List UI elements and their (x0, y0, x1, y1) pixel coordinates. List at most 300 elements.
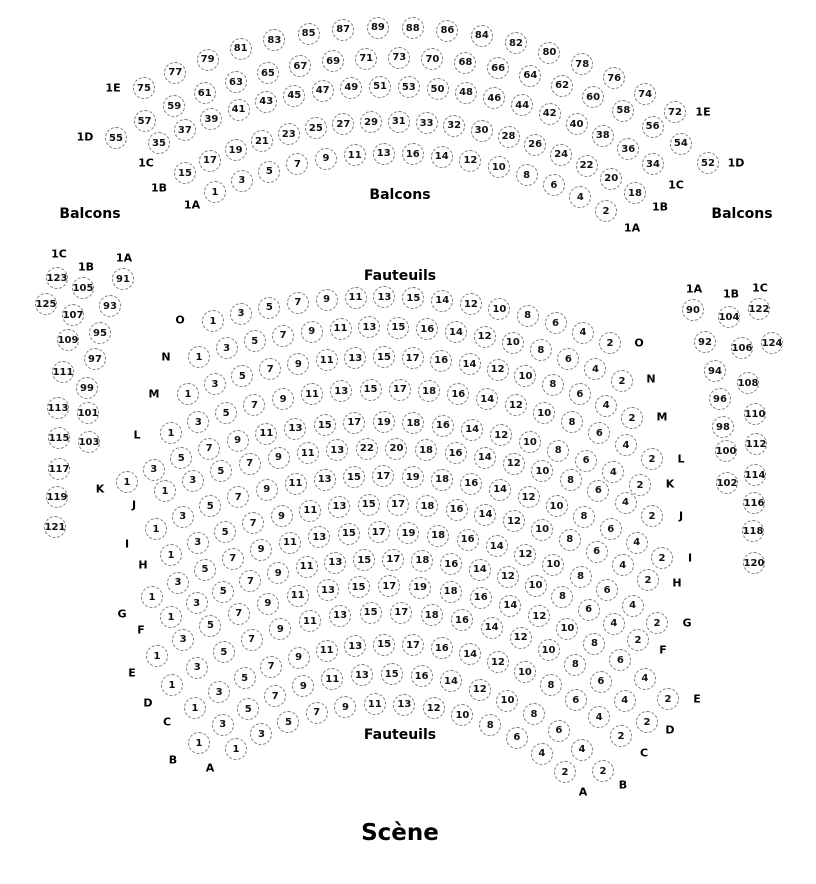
seat-fauteuils-J-5[interactable]: 5 (210, 460, 232, 482)
seat-fauteuils-C-16[interactable]: 16 (431, 637, 453, 659)
seat-fauteuils-G-13[interactable]: 13 (308, 526, 330, 548)
seat-fauteuils-B-1[interactable]: 1 (188, 732, 210, 754)
seat-balcons-left-1A-95[interactable]: 95 (89, 322, 111, 344)
seat-fauteuils-K-12[interactable]: 12 (490, 424, 512, 446)
seat-fauteuils-O-15[interactable]: 15 (402, 287, 424, 309)
seat-fauteuils-F-9[interactable]: 9 (267, 562, 289, 584)
seat-fauteuils-D-4[interactable]: 4 (614, 690, 636, 712)
seat-balcons-1D-67[interactable]: 67 (289, 55, 311, 77)
seat-fauteuils-M-16[interactable]: 16 (430, 350, 452, 372)
seat-fauteuils-L-11[interactable]: 11 (301, 383, 323, 405)
seat-fauteuils-F-13[interactable]: 13 (324, 552, 346, 574)
seat-fauteuils-H-9[interactable]: 9 (271, 505, 293, 527)
seat-balcons-1C-49[interactable]: 49 (340, 77, 362, 99)
seat-balcons-1E-77[interactable]: 77 (164, 62, 186, 84)
seat-balcons-1D-52[interactable]: 52 (697, 152, 719, 174)
seat-balcons-1B-27[interactable]: 27 (332, 113, 354, 135)
seat-fauteuils-B-2[interactable]: 2 (592, 760, 614, 782)
seat-balcons-left-1B-119[interactable]: 119 (46, 486, 68, 508)
seat-fauteuils-K-17[interactable]: 17 (343, 412, 365, 434)
seat-balcons-1A-7[interactable]: 7 (286, 153, 308, 175)
seat-fauteuils-B-10[interactable]: 10 (496, 690, 518, 712)
seat-fauteuils-I-8[interactable]: 8 (573, 506, 595, 528)
seat-balcons-1E-89[interactable]: 89 (367, 17, 389, 39)
seat-fauteuils-E-10[interactable]: 10 (556, 618, 578, 640)
seat-balcons-1E-74[interactable]: 74 (634, 83, 656, 105)
seat-balcons-right-1A-96[interactable]: 96 (709, 388, 731, 410)
seat-fauteuils-E-17[interactable]: 17 (378, 575, 400, 597)
seat-fauteuils-D-16[interactable]: 16 (451, 609, 473, 631)
seat-fauteuils-K-1[interactable]: 1 (116, 471, 138, 493)
seat-fauteuils-M-12[interactable]: 12 (487, 359, 509, 381)
seat-balcons-1C-53[interactable]: 53 (398, 76, 420, 98)
seat-balcons-1A-1[interactable]: 1 (204, 181, 226, 203)
seat-fauteuils-D-6[interactable]: 6 (590, 671, 612, 693)
seat-balcons-left-1A-101[interactable]: 101 (77, 402, 99, 424)
seat-fauteuils-J-1[interactable]: 1 (154, 480, 176, 502)
seat-balcons-1E-85[interactable]: 85 (298, 23, 320, 45)
seat-fauteuils-I-6[interactable]: 6 (600, 518, 622, 540)
seat-fauteuils-G-18[interactable]: 18 (427, 525, 449, 547)
seat-fauteuils-H-7[interactable]: 7 (242, 512, 264, 534)
seat-fauteuils-E-4[interactable]: 4 (634, 668, 656, 690)
seat-fauteuils-C-12[interactable]: 12 (487, 651, 509, 673)
seat-balcons-1C-35[interactable]: 35 (148, 132, 170, 154)
seat-balcons-1D-70[interactable]: 70 (421, 48, 443, 70)
seat-fauteuils-F-8[interactable]: 8 (551, 586, 573, 608)
seat-fauteuils-N-11[interactable]: 11 (330, 318, 352, 340)
seat-fauteuils-K-7[interactable]: 7 (198, 438, 220, 460)
seat-balcons-1B-19[interactable]: 19 (225, 139, 247, 161)
seat-fauteuils-H-13[interactable]: 13 (328, 496, 350, 518)
seat-balcons-right-1B-114[interactable]: 114 (744, 464, 766, 486)
seat-fauteuils-K-14[interactable]: 14 (461, 419, 483, 441)
seat-balcons-1E-76[interactable]: 76 (603, 67, 625, 89)
seat-fauteuils-H-12[interactable]: 12 (503, 510, 525, 532)
seat-fauteuils-F-1[interactable]: 1 (160, 606, 182, 628)
seat-fauteuils-F-10[interactable]: 10 (525, 575, 547, 597)
seat-fauteuils-I-18[interactable]: 18 (431, 469, 453, 491)
seat-fauteuils-L-12[interactable]: 12 (505, 394, 527, 416)
seat-fauteuils-N-5[interactable]: 5 (244, 330, 266, 352)
seat-fauteuils-D-13[interactable]: 13 (329, 605, 351, 627)
seat-balcons-1E-81[interactable]: 81 (230, 38, 252, 60)
seat-fauteuils-H-6[interactable]: 6 (586, 541, 608, 563)
seat-fauteuils-M-17[interactable]: 17 (402, 347, 424, 369)
seat-fauteuils-A-4[interactable]: 4 (531, 743, 553, 765)
seat-fauteuils-N-7[interactable]: 7 (272, 325, 294, 347)
seat-fauteuils-G-3[interactable]: 3 (167, 572, 189, 594)
seat-fauteuils-C-1[interactable]: 1 (184, 697, 206, 719)
seat-balcons-1D-62[interactable]: 62 (551, 75, 573, 97)
seat-fauteuils-G-16[interactable]: 16 (457, 529, 479, 551)
seat-fauteuils-J-9[interactable]: 9 (268, 447, 290, 469)
seat-fauteuils-C-14[interactable]: 14 (459, 643, 481, 665)
seat-fauteuils-O-2[interactable]: 2 (599, 332, 621, 354)
seat-fauteuils-O-1[interactable]: 1 (202, 310, 224, 332)
seat-fauteuils-K-19[interactable]: 19 (373, 411, 395, 433)
seat-fauteuils-K-10[interactable]: 10 (519, 431, 541, 453)
seat-fauteuils-J-6[interactable]: 6 (587, 480, 609, 502)
seat-fauteuils-N-16[interactable]: 16 (416, 318, 438, 340)
seat-fauteuils-A-2[interactable]: 2 (554, 761, 576, 783)
seat-balcons-right-1B-120[interactable]: 120 (743, 552, 765, 574)
seat-balcons-1A-12[interactable]: 12 (459, 150, 481, 172)
seat-fauteuils-B-16[interactable]: 16 (411, 665, 433, 687)
seat-fauteuils-B-6[interactable]: 6 (548, 720, 570, 742)
seat-fauteuils-F-16[interactable]: 16 (440, 553, 462, 575)
seat-fauteuils-N-10[interactable]: 10 (502, 332, 524, 354)
seat-balcons-1A-9[interactable]: 9 (315, 148, 337, 170)
seat-fauteuils-L-4[interactable]: 4 (615, 434, 637, 456)
seat-balcons-1D-58[interactable]: 58 (612, 100, 634, 122)
seat-fauteuils-B-11[interactable]: 11 (321, 668, 343, 690)
seat-fauteuils-O-12[interactable]: 12 (460, 293, 482, 315)
seat-fauteuils-H-11[interactable]: 11 (299, 500, 321, 522)
seat-fauteuils-K-8[interactable]: 8 (547, 440, 569, 462)
seat-fauteuils-N-8[interactable]: 8 (530, 339, 552, 361)
seat-fauteuils-I-9[interactable]: 9 (256, 479, 278, 501)
seat-fauteuils-L-8[interactable]: 8 (561, 411, 583, 433)
seat-fauteuils-H-18[interactable]: 18 (416, 495, 438, 517)
seat-balcons-1C-50[interactable]: 50 (427, 78, 449, 100)
seat-balcons-1B-31[interactable]: 31 (388, 111, 410, 133)
seat-fauteuils-L-16[interactable]: 16 (447, 383, 469, 405)
seat-fauteuils-G-5[interactable]: 5 (194, 559, 216, 581)
seat-fauteuils-D-11[interactable]: 11 (299, 610, 321, 632)
seat-fauteuils-K-15[interactable]: 15 (314, 414, 336, 436)
seat-fauteuils-E-13[interactable]: 13 (317, 579, 339, 601)
seat-fauteuils-I-4[interactable]: 4 (626, 532, 648, 554)
seat-fauteuils-D-9[interactable]: 9 (269, 618, 291, 640)
seat-fauteuils-A-13[interactable]: 13 (393, 694, 415, 716)
seat-balcons-right-1A-98[interactable]: 98 (712, 416, 734, 438)
seat-fauteuils-I-2[interactable]: 2 (651, 547, 673, 569)
seat-balcons-1C-46[interactable]: 46 (483, 87, 505, 109)
seat-fauteuils-F-11[interactable]: 11 (296, 556, 318, 578)
seat-fauteuils-J-22[interactable]: 22 (356, 438, 378, 460)
seat-fauteuils-G-7[interactable]: 7 (222, 548, 244, 570)
seat-balcons-1D-56[interactable]: 56 (642, 116, 664, 138)
seat-balcons-right-1A-102[interactable]: 102 (716, 472, 738, 494)
seat-fauteuils-L-14[interactable]: 14 (476, 388, 498, 410)
seat-balcons-1C-51[interactable]: 51 (369, 76, 391, 98)
seat-fauteuils-M-6[interactable]: 6 (569, 383, 591, 405)
seat-fauteuils-G-1[interactable]: 1 (141, 586, 163, 608)
seat-balcons-right-1B-104[interactable]: 104 (718, 306, 740, 328)
seat-fauteuils-C-6[interactable]: 6 (565, 689, 587, 711)
seat-balcons-1B-25[interactable]: 25 (305, 117, 327, 139)
seat-balcons-1B-29[interactable]: 29 (360, 111, 382, 133)
seat-fauteuils-J-4[interactable]: 4 (615, 492, 637, 514)
seat-balcons-right-1B-110[interactable]: 110 (744, 403, 766, 425)
seat-fauteuils-L-15[interactable]: 15 (360, 379, 382, 401)
seat-fauteuils-I-10[interactable]: 10 (546, 495, 568, 517)
seat-balcons-1E-88[interactable]: 88 (402, 17, 424, 39)
seat-balcons-1E-80[interactable]: 80 (538, 42, 560, 64)
seat-balcons-1B-24[interactable]: 24 (550, 144, 572, 166)
seat-balcons-1C-45[interactable]: 45 (283, 85, 305, 107)
seat-balcons-1E-83[interactable]: 83 (263, 29, 285, 51)
seat-balcons-1C-41[interactable]: 41 (228, 99, 250, 121)
seat-balcons-1E-86[interactable]: 86 (436, 20, 458, 42)
seat-fauteuils-E-3[interactable]: 3 (172, 629, 194, 651)
seat-fauteuils-F-18[interactable]: 18 (411, 550, 433, 572)
seat-balcons-1B-30[interactable]: 30 (471, 120, 493, 142)
seat-fauteuils-H-5[interactable]: 5 (214, 521, 236, 543)
seat-balcons-1D-54[interactable]: 54 (670, 133, 692, 155)
seat-fauteuils-H-10[interactable]: 10 (531, 519, 553, 541)
seat-fauteuils-L-18[interactable]: 18 (418, 380, 440, 402)
seat-fauteuils-F-7[interactable]: 7 (239, 570, 261, 592)
seat-fauteuils-N-13[interactable]: 13 (358, 316, 380, 338)
seat-balcons-left-1B-121[interactable]: 121 (44, 516, 66, 538)
seat-fauteuils-C-7[interactable]: 7 (260, 656, 282, 678)
seat-fauteuils-B-3[interactable]: 3 (212, 714, 234, 736)
seat-fauteuils-K-13[interactable]: 13 (284, 418, 306, 440)
seat-balcons-1E-79[interactable]: 79 (197, 49, 219, 71)
seat-balcons-right-1B-112[interactable]: 112 (745, 433, 767, 455)
seat-fauteuils-O-6[interactable]: 6 (545, 312, 567, 334)
seat-balcons-left-1A-103[interactable]: 103 (78, 431, 100, 453)
seat-balcons-1A-8[interactable]: 8 (516, 164, 538, 186)
seat-fauteuils-D-17[interactable]: 17 (390, 602, 412, 624)
seat-balcons-1E-75[interactable]: 75 (133, 77, 155, 99)
seat-fauteuils-H-2[interactable]: 2 (637, 569, 659, 591)
seat-balcons-1B-23[interactable]: 23 (278, 123, 300, 145)
seat-fauteuils-G-10[interactable]: 10 (542, 554, 564, 576)
seat-balcons-right-1A-92[interactable]: 92 (694, 331, 716, 353)
seat-balcons-right-1B-118[interactable]: 118 (742, 520, 764, 542)
seat-fauteuils-B-15[interactable]: 15 (381, 663, 403, 685)
seat-fauteuils-K-2[interactable]: 2 (629, 474, 651, 496)
seat-balcons-1A-13[interactable]: 13 (373, 143, 395, 165)
seat-fauteuils-O-7[interactable]: 7 (287, 292, 309, 314)
seat-fauteuils-O-13[interactable]: 13 (373, 286, 395, 308)
seat-fauteuils-H-4[interactable]: 4 (612, 554, 634, 576)
seat-balcons-1A-3[interactable]: 3 (231, 170, 253, 192)
seat-balcons-1B-20[interactable]: 20 (600, 168, 622, 190)
seat-fauteuils-D-1[interactable]: 1 (161, 674, 183, 696)
seat-fauteuils-L-10[interactable]: 10 (533, 402, 555, 424)
seat-fauteuils-N-3[interactable]: 3 (216, 337, 238, 359)
seat-fauteuils-A-3[interactable]: 3 (250, 723, 272, 745)
seat-fauteuils-D-3[interactable]: 3 (186, 657, 208, 679)
seat-balcons-1B-18[interactable]: 18 (624, 182, 646, 204)
seat-balcons-1C-34[interactable]: 34 (642, 153, 664, 175)
seat-fauteuils-O-5[interactable]: 5 (258, 297, 280, 319)
seat-fauteuils-B-4[interactable]: 4 (571, 739, 593, 761)
seat-balcons-1E-78[interactable]: 78 (571, 53, 593, 75)
seat-balcons-1C-47[interactable]: 47 (312, 80, 334, 102)
seat-fauteuils-I-19[interactable]: 19 (402, 466, 424, 488)
seat-fauteuils-A-8[interactable]: 8 (479, 714, 501, 736)
seat-balcons-1A-10[interactable]: 10 (488, 156, 510, 178)
seat-fauteuils-J-3[interactable]: 3 (182, 470, 204, 492)
seat-balcons-1D-59[interactable]: 59 (163, 95, 185, 117)
seat-fauteuils-A-12[interactable]: 12 (423, 697, 445, 719)
seat-fauteuils-M-8[interactable]: 8 (542, 374, 564, 396)
seat-fauteuils-I-1[interactable]: 1 (145, 518, 167, 540)
seat-balcons-1A-5[interactable]: 5 (258, 161, 280, 183)
seat-fauteuils-L-13[interactable]: 13 (330, 380, 352, 402)
seat-balcons-1D-55[interactable]: 55 (105, 127, 127, 149)
seat-fauteuils-C-11[interactable]: 11 (316, 640, 338, 662)
seat-fauteuils-E-1[interactable]: 1 (146, 645, 168, 667)
seat-balcons-1D-60[interactable]: 60 (582, 86, 604, 108)
seat-fauteuils-H-17[interactable]: 17 (387, 494, 409, 516)
seat-fauteuils-N-14[interactable]: 14 (445, 321, 467, 343)
seat-balcons-1D-66[interactable]: 66 (487, 57, 509, 79)
seat-fauteuils-G-8[interactable]: 8 (570, 566, 592, 588)
seat-balcons-1E-87[interactable]: 87 (332, 19, 354, 41)
seat-balcons-left-1B-117[interactable]: 117 (48, 458, 70, 480)
seat-fauteuils-N-1[interactable]: 1 (188, 346, 210, 368)
seat-balcons-1B-22[interactable]: 22 (576, 155, 598, 177)
seat-fauteuils-C-2[interactable]: 2 (610, 725, 632, 747)
seat-fauteuils-M-4[interactable]: 4 (595, 395, 617, 417)
seat-fauteuils-E-9[interactable]: 9 (257, 593, 279, 615)
seat-fauteuils-J-20[interactable]: 20 (385, 438, 407, 460)
seat-fauteuils-B-13[interactable]: 13 (351, 664, 373, 686)
seat-balcons-1C-36[interactable]: 36 (617, 138, 639, 160)
seat-balcons-right-1B-116[interactable]: 116 (743, 492, 765, 514)
seat-balcons-1D-69[interactable]: 69 (322, 50, 344, 72)
seat-fauteuils-E-2[interactable]: 2 (657, 688, 679, 710)
seat-fauteuils-F-15[interactable]: 15 (353, 549, 375, 571)
seat-fauteuils-C-9[interactable]: 9 (288, 647, 310, 669)
seat-fauteuils-C-5[interactable]: 5 (234, 667, 256, 689)
seat-fauteuils-E-12[interactable]: 12 (528, 605, 550, 627)
seat-fauteuils-D-7[interactable]: 7 (241, 629, 263, 651)
seat-fauteuils-K-3[interactable]: 3 (143, 459, 165, 481)
seat-fauteuils-K-16[interactable]: 16 (432, 415, 454, 437)
seat-balcons-right-1A-90[interactable]: 90 (682, 299, 704, 321)
seat-fauteuils-E-6[interactable]: 6 (609, 649, 631, 671)
seat-fauteuils-E-8[interactable]: 8 (583, 633, 605, 655)
seat-balcons-right-1B-106[interactable]: 106 (731, 337, 753, 359)
seat-fauteuils-K-4[interactable]: 4 (602, 461, 624, 483)
seat-fauteuils-G-15[interactable]: 15 (338, 523, 360, 545)
seat-balcons-1A-16[interactable]: 16 (402, 143, 424, 165)
seat-fauteuils-D-18[interactable]: 18 (421, 604, 443, 626)
seat-fauteuils-A-10[interactable]: 10 (451, 704, 473, 726)
seat-fauteuils-E-18[interactable]: 18 (440, 581, 462, 603)
seat-fauteuils-E-19[interactable]: 19 (409, 577, 431, 599)
seat-balcons-left-1B-115[interactable]: 115 (48, 427, 70, 449)
seat-balcons-left-1C-123[interactable]: 123 (46, 267, 68, 289)
seat-fauteuils-M-14[interactable]: 14 (459, 353, 481, 375)
seat-balcons-1C-38[interactable]: 38 (592, 125, 614, 147)
seat-fauteuils-M-3[interactable]: 3 (204, 373, 226, 395)
seat-balcons-left-1B-107[interactable]: 107 (62, 304, 84, 326)
seat-fauteuils-N-12[interactable]: 12 (474, 326, 496, 348)
seat-fauteuils-H-8[interactable]: 8 (559, 529, 581, 551)
seat-fauteuils-D-5[interactable]: 5 (213, 641, 235, 663)
seat-balcons-right-1C-122[interactable]: 122 (748, 298, 770, 320)
seat-fauteuils-J-8[interactable]: 8 (560, 469, 582, 491)
seat-balcons-1D-57[interactable]: 57 (134, 110, 156, 132)
seat-fauteuils-A-1[interactable]: 1 (225, 738, 247, 760)
seat-fauteuils-D-10[interactable]: 10 (538, 639, 560, 661)
seat-balcons-1C-40[interactable]: 40 (566, 113, 588, 135)
seat-fauteuils-H-3[interactable]: 3 (187, 532, 209, 554)
seat-fauteuils-O-8[interactable]: 8 (517, 305, 539, 327)
seat-fauteuils-G-2[interactable]: 2 (646, 612, 668, 634)
seat-fauteuils-C-17[interactable]: 17 (402, 634, 424, 656)
seat-balcons-1B-17[interactable]: 17 (199, 150, 221, 172)
seat-fauteuils-H-14[interactable]: 14 (474, 504, 496, 526)
seat-fauteuils-F-5[interactable]: 5 (212, 581, 234, 603)
seat-fauteuils-F-4[interactable]: 4 (603, 613, 625, 635)
seat-balcons-1E-84[interactable]: 84 (471, 25, 493, 47)
seat-fauteuils-K-11[interactable]: 11 (255, 423, 277, 445)
seat-fauteuils-H-15[interactable]: 15 (358, 494, 380, 516)
seat-fauteuils-M-15[interactable]: 15 (373, 346, 395, 368)
seat-balcons-1D-68[interactable]: 68 (454, 52, 476, 74)
seat-fauteuils-J-10[interactable]: 10 (531, 460, 553, 482)
seat-balcons-1D-61[interactable]: 61 (194, 82, 216, 104)
seat-fauteuils-O-10[interactable]: 10 (488, 298, 510, 320)
seat-fauteuils-K-6[interactable]: 6 (575, 450, 597, 472)
seat-fauteuils-L-1[interactable]: 1 (160, 422, 182, 444)
seat-fauteuils-I-11[interactable]: 11 (285, 473, 307, 495)
seat-fauteuils-G-12[interactable]: 12 (514, 544, 536, 566)
seat-fauteuils-M-13[interactable]: 13 (344, 347, 366, 369)
seat-fauteuils-B-14[interactable]: 14 (440, 670, 462, 692)
seat-fauteuils-F-2[interactable]: 2 (627, 629, 649, 651)
seat-fauteuils-I-15[interactable]: 15 (343, 466, 365, 488)
seat-balcons-1C-39[interactable]: 39 (200, 108, 222, 130)
seat-fauteuils-G-11[interactable]: 11 (279, 532, 301, 554)
seat-fauteuils-L-6[interactable]: 6 (588, 422, 610, 444)
seat-fauteuils-L-2[interactable]: 2 (641, 448, 663, 470)
seat-balcons-right-1B-108[interactable]: 108 (737, 372, 759, 394)
seat-fauteuils-K-5[interactable]: 5 (170, 447, 192, 469)
seat-balcons-1D-64[interactable]: 64 (519, 65, 541, 87)
seat-balcons-left-1B-109[interactable]: 109 (57, 329, 79, 351)
seat-fauteuils-D-14[interactable]: 14 (481, 617, 503, 639)
seat-balcons-1C-44[interactable]: 44 (511, 94, 533, 116)
seat-fauteuils-O-3[interactable]: 3 (230, 303, 252, 325)
seat-balcons-left-1A-97[interactable]: 97 (84, 348, 106, 370)
seat-balcons-1B-28[interactable]: 28 (498, 126, 520, 148)
seat-fauteuils-B-8[interactable]: 8 (523, 703, 545, 725)
seat-fauteuils-A-9[interactable]: 9 (334, 696, 356, 718)
seat-fauteuils-I-14[interactable]: 14 (489, 479, 511, 501)
seat-fauteuils-G-9[interactable]: 9 (250, 539, 272, 561)
seat-fauteuils-O-4[interactable]: 4 (572, 322, 594, 344)
seat-balcons-1B-33[interactable]: 33 (416, 112, 438, 134)
seat-fauteuils-J-12[interactable]: 12 (503, 453, 525, 475)
seat-fauteuils-B-9[interactable]: 9 (292, 675, 314, 697)
seat-fauteuils-G-19[interactable]: 19 (397, 522, 419, 544)
seat-fauteuils-G-4[interactable]: 4 (622, 595, 644, 617)
seat-balcons-1D-63[interactable]: 63 (225, 71, 247, 93)
seat-balcons-1B-26[interactable]: 26 (524, 134, 546, 156)
seat-fauteuils-I-5[interactable]: 5 (199, 495, 221, 517)
seat-balcons-1E-82[interactable]: 82 (505, 32, 527, 54)
seat-balcons-1C-43[interactable]: 43 (255, 91, 277, 113)
seat-fauteuils-O-11[interactable]: 11 (345, 287, 367, 309)
seat-fauteuils-C-8[interactable]: 8 (540, 674, 562, 696)
seat-fauteuils-L-9[interactable]: 9 (272, 388, 294, 410)
seat-fauteuils-E-14[interactable]: 14 (499, 595, 521, 617)
seat-fauteuils-O-9[interactable]: 9 (316, 289, 338, 311)
seat-fauteuils-J-16[interactable]: 16 (445, 442, 467, 464)
seat-fauteuils-C-15[interactable]: 15 (373, 634, 395, 656)
seat-fauteuils-J-14[interactable]: 14 (474, 447, 496, 469)
